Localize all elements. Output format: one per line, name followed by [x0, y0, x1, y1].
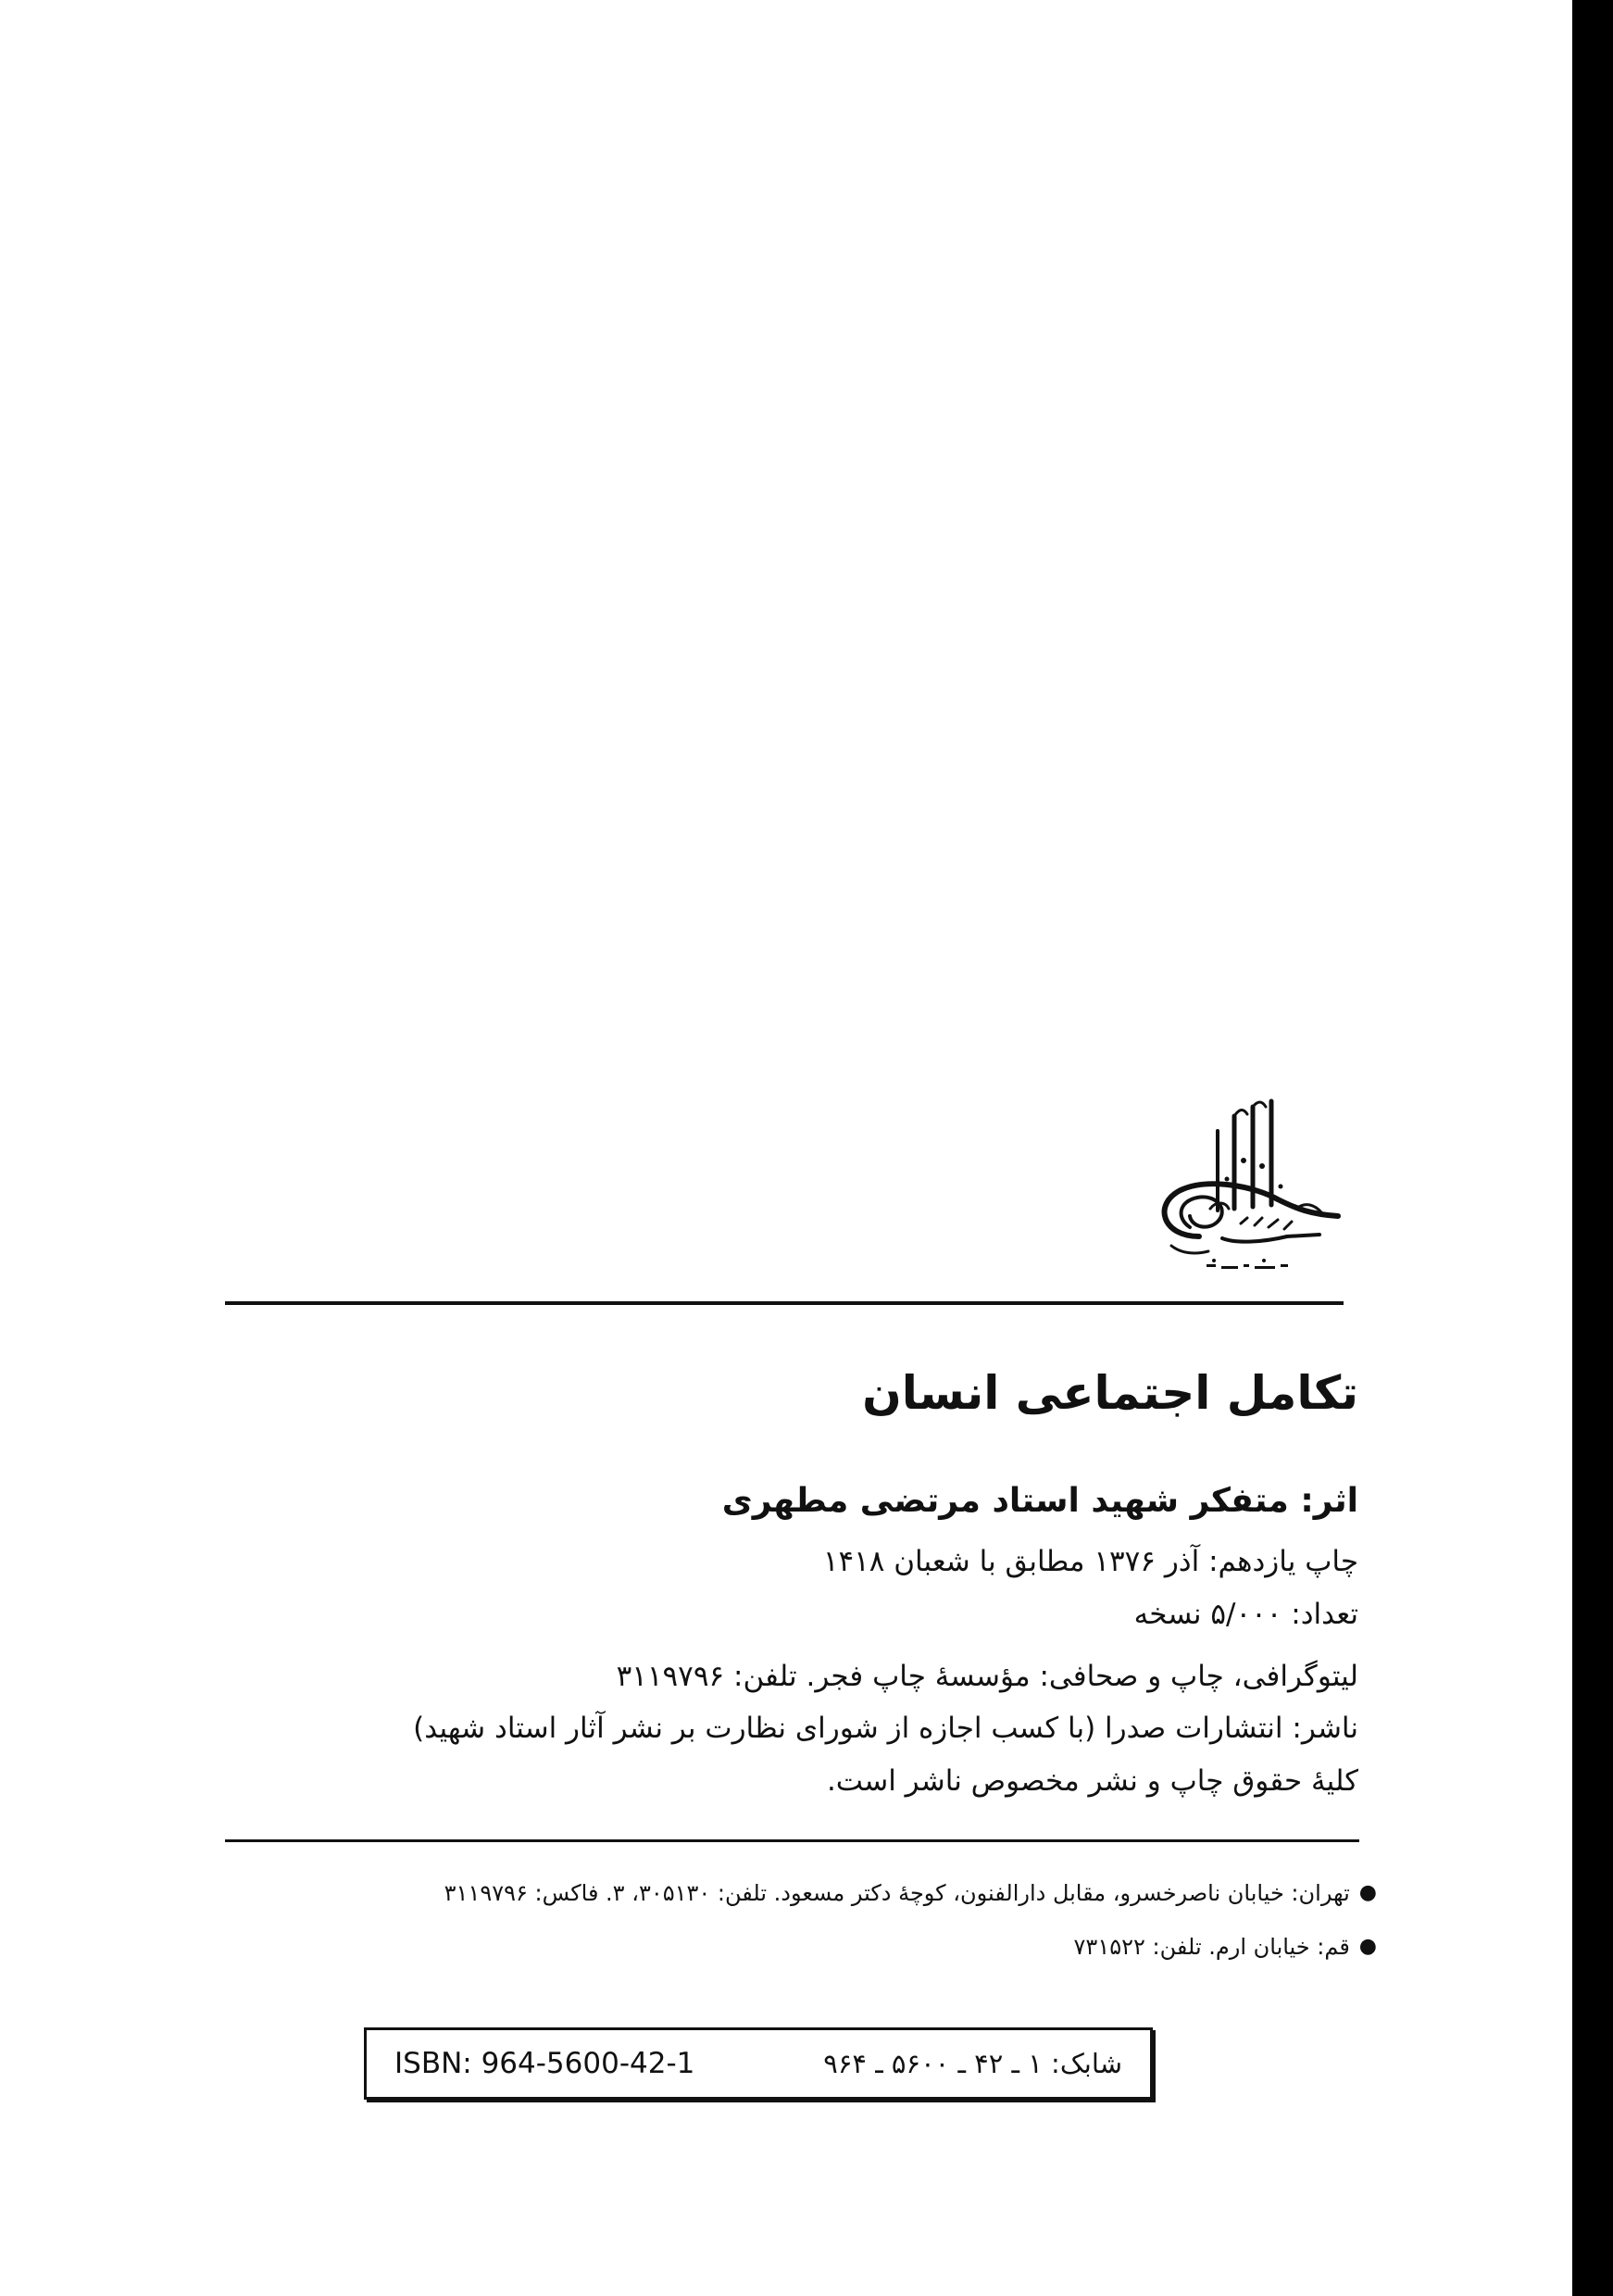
author-line: اثر: متفکر شهید استاد مرتضی مطهری [721, 1482, 1358, 1520]
address-divider [225, 1839, 1359, 1842]
rights-line: کلیهٔ حقوق چاپ و نشر مخصوص ناشر است. [826, 1764, 1358, 1798]
bullet-icon: ● [1358, 1881, 1377, 1904]
isbn-persian: شابک: ۱ ـ ۴۲ ـ ۵۶۰۰ ـ ۹۶۴ [823, 2048, 1122, 2079]
book-title: تکامل اجتماعی انسان [862, 1366, 1358, 1420]
address-qom [1074, 1934, 1377, 1960]
title-divider [225, 1301, 1344, 1305]
scan-edge-bar [1572, 0, 1613, 2296]
isbn-latin: ISBN: 964-5600-42-1 [394, 2047, 695, 2080]
address-tehran-text: تهران: خیابان ناصرخسرو، مقابل دارالفنون، کوچهٔ دکتر مسعود. تلفن: ۳۰۵۱۳۰، ۳. فاکس: ۳۱۱۹۷۹۶ [444, 1880, 1350, 1906]
edition-line: چاپ یازدهم: آذر ۱۳۷۶ مطابق با شعبان ۱۴۱۸ [822, 1545, 1358, 1578]
address-tehran [444, 1880, 1377, 1906]
bullet-icon: ● [1358, 1935, 1377, 1958]
lithography-line: لیتوگرافی، چاپ و صحافی: مؤسسهٔ چاپ فجر. تلفن: ۳۱۱۹۷۹۶ [616, 1660, 1358, 1693]
publisher-line: ناشر: انتشارات صدرا (با کسب اجازه از شورای نظارت بر نشر آثار استاد شهید) [413, 1712, 1358, 1745]
publisher-seal-icon [1125, 1098, 1343, 1292]
address-qom-text: قم: خیابان ارم. تلفن: ۷۳۱۵۲۲ [1073, 1934, 1350, 1960]
isbn-box [364, 2027, 1153, 2100]
print-run-line: تعداد: ۵/۰۰۰ نسخه [1133, 1598, 1358, 1631]
